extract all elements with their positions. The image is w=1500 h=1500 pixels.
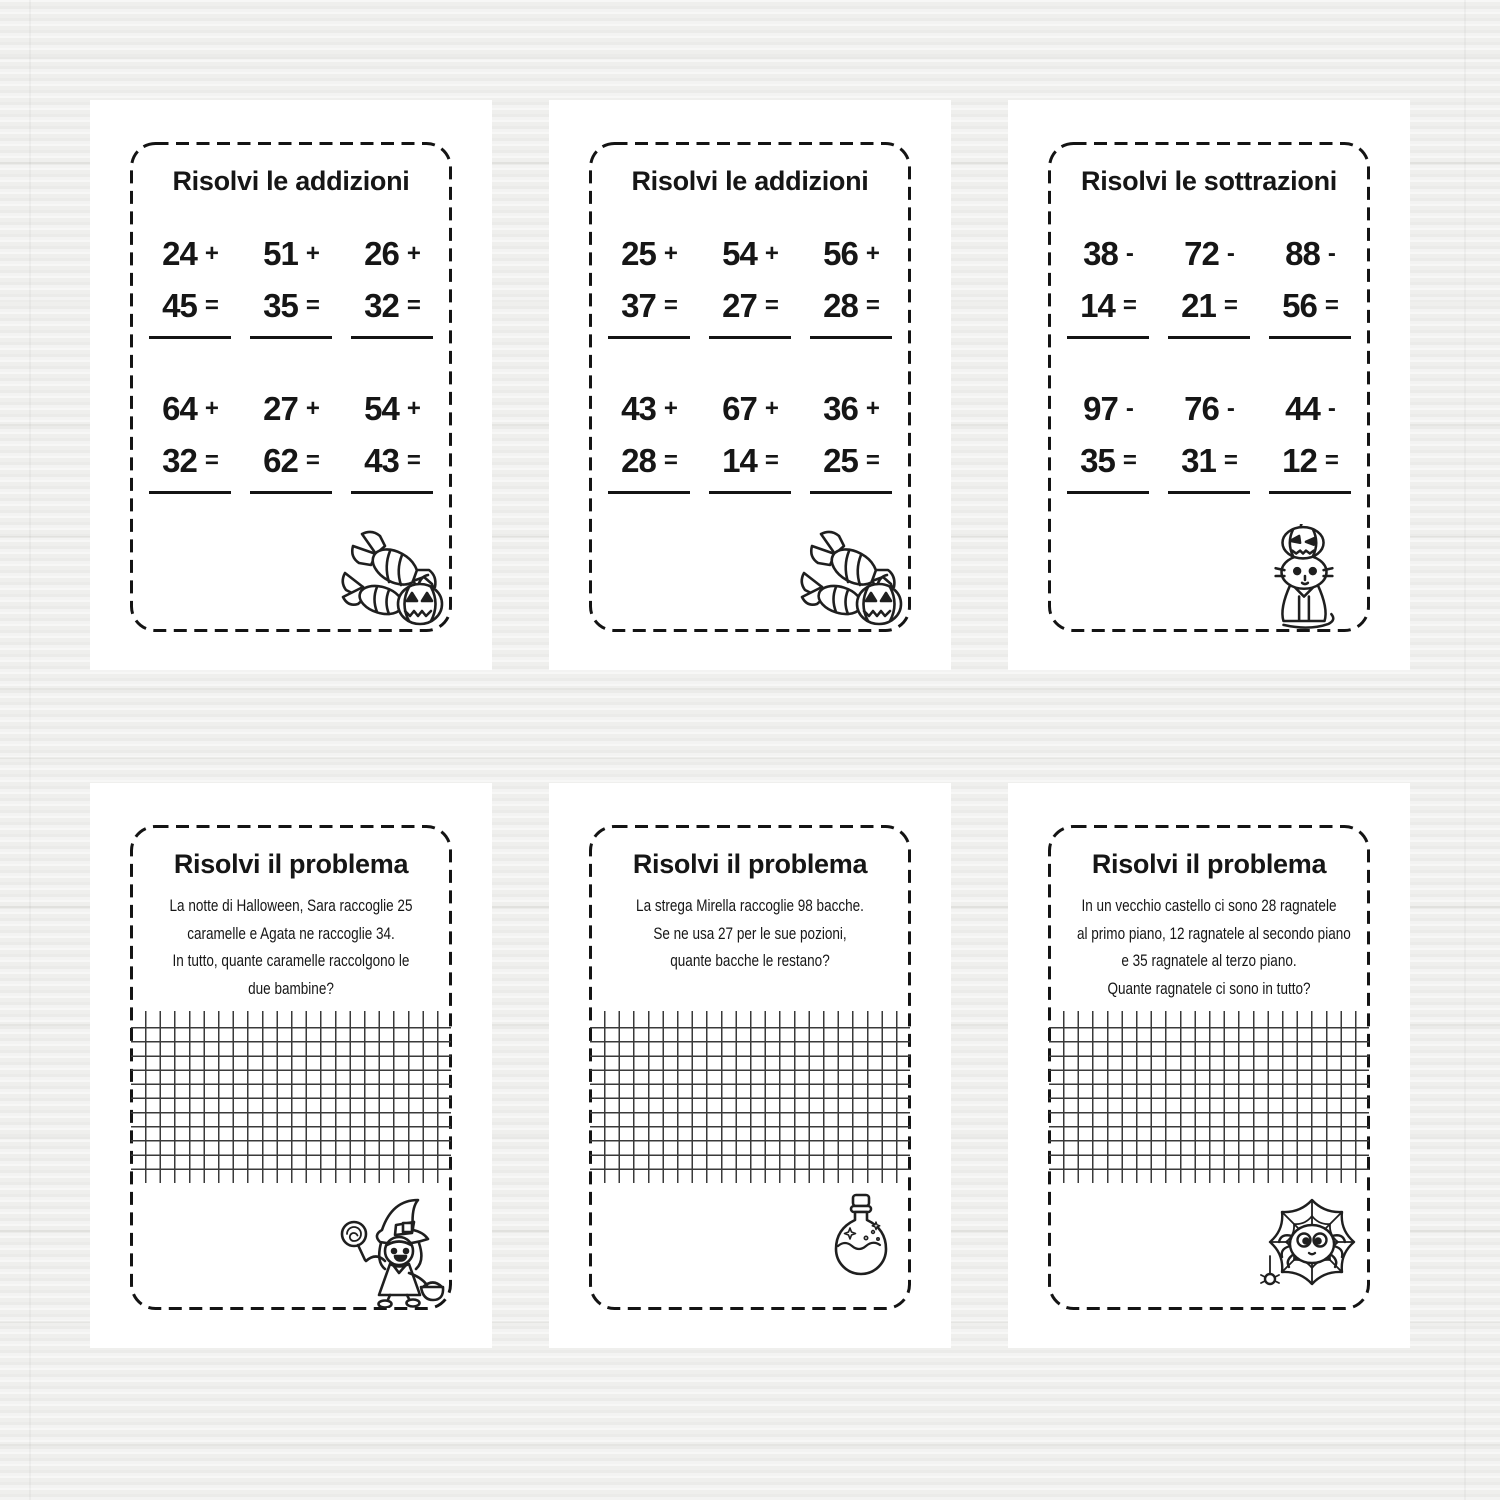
equals-sign: = [663,447,677,474]
equals-sign: = [1223,292,1237,319]
equals-sign: = [1122,292,1136,319]
operator: + [663,240,677,267]
operand-1: 51 [263,235,298,272]
equals-sign: = [204,447,218,474]
equals-sign: = [1223,447,1237,474]
operator: - [1327,240,1335,267]
math-problem [1062,228,1154,339]
answer-line [810,491,892,494]
witch-girl-icon [332,1190,450,1308]
math-problem [144,383,236,494]
operand-2: 35 [1080,442,1115,479]
problem-text-line: Quante ragnatele ci sono in tutto? [1107,979,1311,998]
operand-1: 72 [1184,235,1219,272]
answer-line [250,336,332,339]
card-title: Risolvi le addizioni [172,166,410,196]
math-problem [346,228,438,339]
operand-2: 12 [1282,442,1317,479]
answer-line [1168,336,1250,339]
wood-plank-line [0,688,1500,690]
wood-plank-seam [1464,0,1466,1500]
card-title: Risolvi le sottrazioni [1081,166,1337,196]
math-problem [346,383,438,494]
operand-2: 62 [263,442,298,479]
answer-line [810,336,892,339]
operand-1: 54 [364,390,399,427]
math-problem [704,383,796,494]
problem-text-line: La notte di Halloween, Sara raccoglie 25 [169,897,413,915]
operand-1: 97 [1083,390,1118,427]
problem-text-line: quante bacche le restano? [670,952,830,970]
operand-2: 31 [1181,442,1216,479]
worksheet-page-addizioni-1 [90,100,492,670]
spider-on-web-icon [1256,1194,1360,1294]
math-problem [805,383,897,494]
equals-sign: = [406,447,420,474]
halloween-candies-pumpkin-icon [336,524,448,628]
answer-line [351,491,433,494]
operator: - [1226,395,1234,422]
operand-2: 28 [823,287,858,324]
worksheet-page-addizioni-2 [549,100,951,670]
operator: + [865,395,879,422]
problem-text-line: In un vecchio castello ci sono 28 ragnatele [1081,897,1337,915]
equals-sign: = [305,292,319,319]
math-problem [245,228,337,339]
potion-bottle-icon [825,1192,897,1284]
operand-1: 43 [621,390,656,427]
halloween-candies-pumpkin-icon [795,524,907,628]
operand-2: 35 [263,287,298,324]
operand-1: 44 [1285,390,1320,427]
operator: + [764,240,778,267]
card-title: Risolvi il problema [632,849,868,879]
operand-1: 36 [823,390,858,427]
operand-2: 37 [621,287,656,324]
operand-1: 27 [263,390,298,427]
problem-text-line: In tutto, quante caramelle raccolgono le [172,952,410,970]
operand-1: 88 [1285,235,1320,272]
operator: + [305,240,319,267]
operator: + [663,395,677,422]
working-grid [590,1011,910,1183]
equals-sign: = [764,292,778,319]
operand-2: 21 [1181,287,1216,324]
answer-line [351,336,433,339]
math-problem [1264,383,1356,494]
operand-1: 24 [162,235,197,272]
grid-horizontal-lines [590,1027,910,1170]
answer-line [250,491,332,494]
card-title: Risolvi il problema [173,849,409,879]
operand-1: 26 [364,235,399,272]
operand-2: 32 [162,442,197,479]
operand-1: 25 [621,235,656,272]
operand-2: 43 [364,442,399,479]
answer-line [1067,336,1149,339]
answer-line [709,336,791,339]
problems-grid [144,228,438,494]
math-problem [805,228,897,339]
math-problem [704,228,796,339]
equals-sign: = [865,292,879,319]
math-problem [144,228,236,339]
math-problem [1062,383,1154,494]
worksheet-card [130,142,452,632]
operand-2: 14 [1080,287,1115,324]
working-grid [131,1011,451,1183]
operator: + [406,240,420,267]
problem-text [1076,893,1351,1003]
answer-line [1269,491,1351,494]
math-problem [1163,383,1255,494]
operator: + [406,395,420,422]
answer-line [149,336,231,339]
operand-1: 38 [1083,235,1118,272]
operand-2: 27 [722,287,757,324]
equals-sign: = [1122,447,1136,474]
grid-horizontal-lines [131,1027,451,1170]
equals-sign: = [305,447,319,474]
operand-2: 32 [364,287,399,324]
worksheet-card [589,825,911,1310]
wood-plank-line [0,757,1500,759]
worksheet-page-problema-3 [1008,783,1410,1348]
operator: - [1125,395,1133,422]
math-problem [245,383,337,494]
worksheet-page-sottrazioni [1008,100,1410,670]
operand-2: 25 [823,442,858,479]
math-problem [603,383,695,494]
math-problem [1264,228,1356,339]
operand-2: 45 [162,287,197,324]
grid-horizontal-lines [1049,1027,1369,1170]
operand-1: 56 [823,235,858,272]
problems-grid [1062,228,1356,494]
answer-line [1067,491,1149,494]
problems-grid [603,228,897,494]
equals-sign: = [204,292,218,319]
worksheet-page-problema-2 [549,783,951,1348]
answer-line [608,491,690,494]
answer-line [1168,491,1250,494]
equals-sign: = [1324,447,1338,474]
equals-sign: = [865,447,879,474]
math-problem [1163,228,1255,339]
operator: - [1125,240,1133,267]
problem-text-line: al primo piano, 12 ragnatele al secondo piano [1076,924,1351,943]
operand-2: 56 [1282,287,1317,324]
operand-2: 14 [722,442,757,479]
problem-text-line: La strega Mirella raccoglie 98 bacche. [636,897,864,915]
operator: - [1226,240,1234,267]
worksheet-card [1048,825,1370,1310]
problem-text-line: Se ne usa 27 per le sue pozioni, [653,924,847,943]
worksheet-card [1048,142,1370,632]
operator: + [865,240,879,267]
wood-plank-line [0,1444,1500,1446]
operand-2: 28 [621,442,656,479]
operator: - [1327,395,1335,422]
worksheet-card [589,142,911,632]
worksheet-page-problema-1 [90,783,492,1348]
problem-text [159,893,423,1003]
equals-sign: = [663,292,677,319]
equals-sign: = [764,447,778,474]
problem-text-line: caramelle e Agata ne raccoglie 34. [187,924,395,943]
operand-1: 67 [722,390,757,427]
operand-1: 76 [1184,390,1219,427]
wood-plank-seam [29,0,31,1500]
operator: + [204,395,218,422]
math-problem [603,228,695,339]
answer-line [608,336,690,339]
operand-1: 64 [162,390,197,427]
problem-text-line: due bambine? [248,979,334,998]
equals-sign: = [1324,292,1338,319]
operator: + [305,395,319,422]
answer-line [1269,336,1351,339]
problem-text [618,893,882,976]
cat-with-pumpkin-hat-icon [1260,524,1348,630]
answer-line [709,491,791,494]
working-grid [1049,1011,1369,1183]
operator: + [204,240,218,267]
operand-1: 54 [722,235,757,272]
equals-sign: = [406,292,420,319]
card-title: Risolvi le addizioni [631,166,869,196]
card-title: Risolvi il problema [1091,849,1327,879]
worksheet-card [130,825,452,1310]
wood-plank-line [0,57,1500,59]
answer-line [149,491,231,494]
operator: + [764,395,778,422]
problem-text-line: e 35 ragnatele al terzo piano. [1121,952,1297,970]
